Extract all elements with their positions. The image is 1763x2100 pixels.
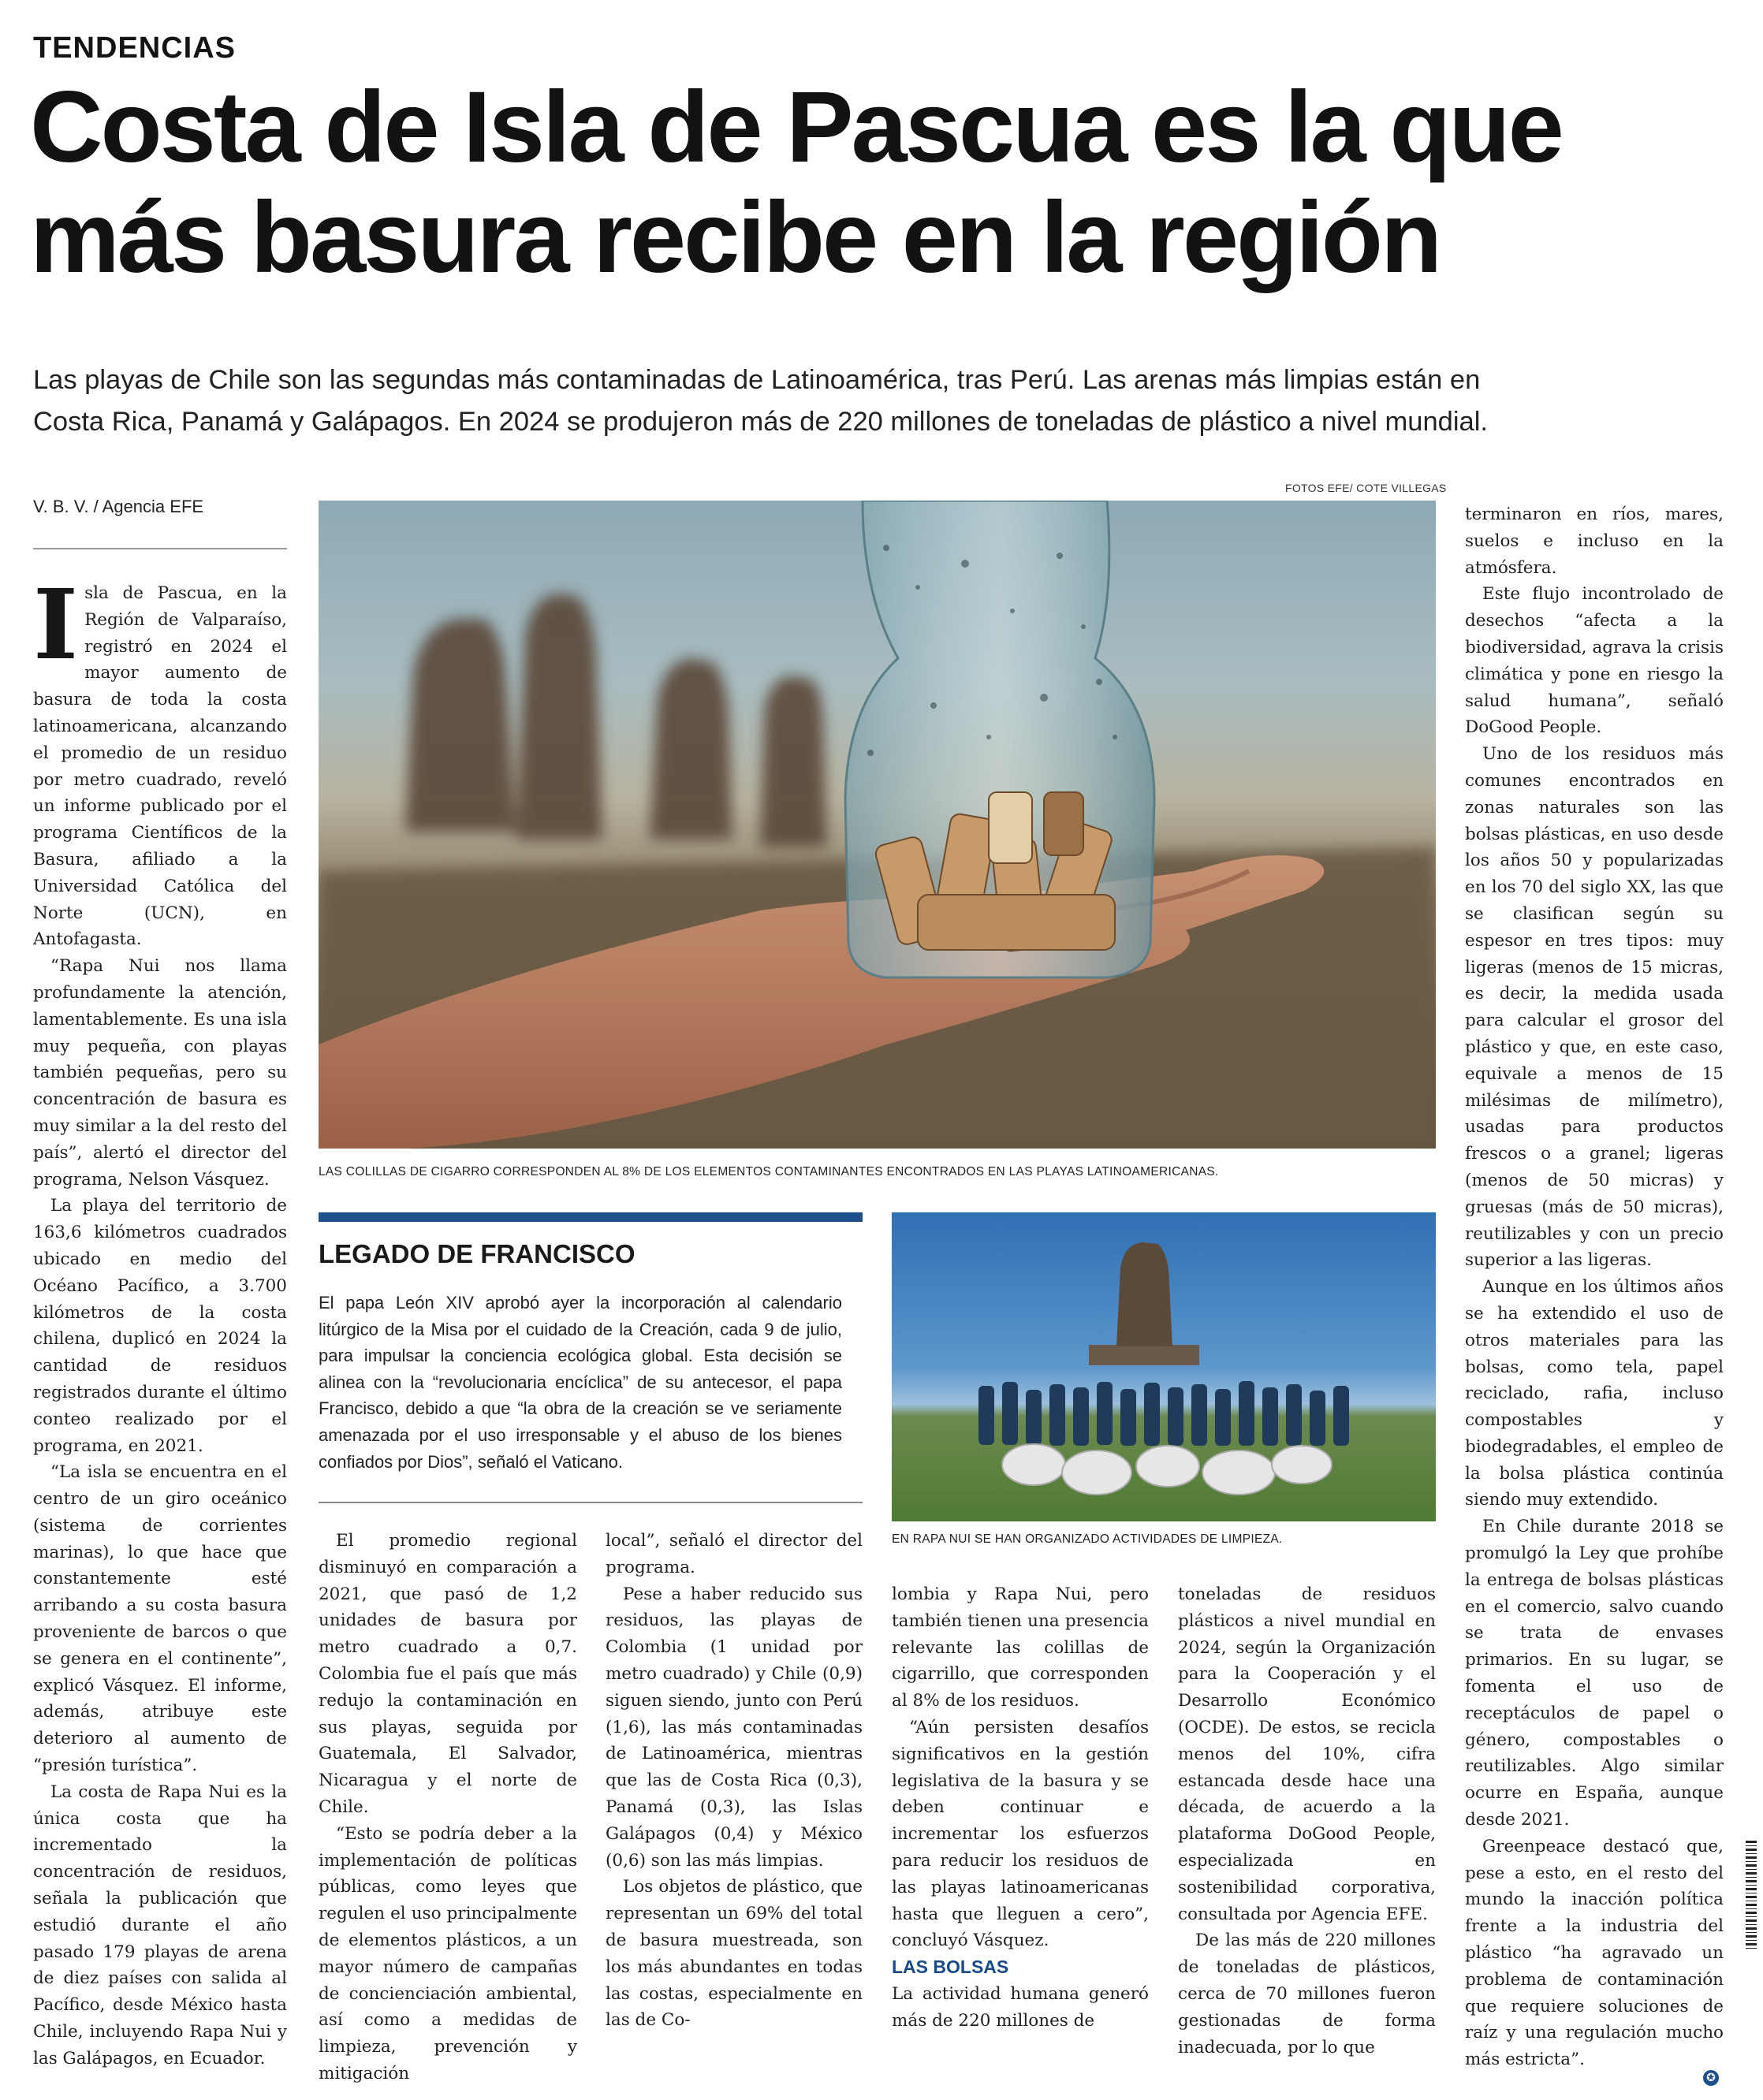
paragraph: “Rapa Nui nos llama profundamente la atención, lamentablemente. Es una isla muy pequeña, con playas también pequeñas, pero su concentración de basura es muy similar a la del resto del país”, alertó el director del programa, Nelson Vásquez.: [33, 956, 287, 1190]
paragraph: Greenpeace destacó que, pese a esto, en el resto del mundo la inacción política frente a la industria del plástico “ha agravado un problema de contaminación que requiere soluciones de raíz y una regulación mucho más estricta”.: [1465, 1836, 1724, 2070]
paragraph: La actividad humana generó más de 220 millones de: [892, 1983, 1149, 2031]
article-column-2: [319, 1528, 577, 2087]
article-column-1: [33, 568, 287, 2072]
headline: [30, 73, 1562, 293]
cleanup-photo-illustration: [892, 1212, 1436, 1521]
article-column-4: [892, 1581, 1149, 2035]
sidebar-text: El papa León XIV aprobó ayer la incorporación al calendario litúrgico de la Misa por el cuidado de la Creación, cada 9 de julio, para impulsar la conciencia ecológica global. Esta decisión se alinea con la “revolucionaria encíclica” de su antecesor, el papa Francisco, debido a que “la obra de la creación se ve seriamente amenazada por el uso irresponsable y el abuso de los bienes confiados por Dios”, señaló el Vaticano.: [319, 1293, 842, 1472]
paragraph: “Esto se podría deber a la implementación de políticas públicas, como leyes que regulen el uso principalmente de elementos plásticos, a un mayor número de campañas de concienciación ambiental, así como a medidas de limpieza, prevención y mitigación: [319, 1823, 577, 2083]
paragraph: local”, señaló el director del programa.: [606, 1531, 863, 1577]
article-column-5: [1178, 1581, 1436, 2061]
paragraph: Uno de los residuos más comunes encontrados en zonas naturales son las bolsas plásticas, en uso desde los años 50 y popularizadas en los 70 del siglo XX, las que se clasifican según su espesor en tres tipos: muy ligeras (menos de 15 micras, es decir, la medida usada para calcular el grosor del plástico y que, en este caso, equivale a menos de 15 milésimas de milímetro), usadas para productos frescos o a granel; ligeras (menos de 50 micras) y gruesas (más de 50 micras), reutilizables y con un precio superior a las ligeras.: [1465, 744, 1724, 1271]
byline: V. B. V. / Agencia EFE: [33, 497, 204, 516]
article-column-3: [606, 1528, 863, 2034]
dropcap: I: [33, 568, 79, 681]
paragraph: toneladas de residuos plásticos a nivel mundial en 2024, según la Organización para la Cooperación y el Desarrollo Económico (OCDE). De estos, se recicla menos del 10%, cifra estancada desde hace una década, de acuerdo a la plataforma DoGood People, especializada en sostenibilidad corporativa, consultada por Agencia EFE.: [1178, 1584, 1436, 1924]
paragraph: Pese a haber reducido sus residuos, las playas de Colombia (1 unidad por metro cuadrado) y Chile (0,9) siguen siendo, junto con Perú (1,6), las más contaminadas de Latinoamérica, mientras que las de Costa Rica (0,3), Panamá (0,3), las Islas Galápagos (0,4) y México (0,6) son las más limpias.: [606, 1584, 863, 1871]
article-column-6: [1465, 501, 1724, 2073]
deck-line-1: Las playas de Chile son las segundas más contaminadas de Latinoamérica, tras Perú. Las arenas más limpias están en: [33, 365, 1481, 395]
paragraph: “Aún persisten desafíos significativos en la gestión legislativa de la basura y se deben continuar e incrementar los esfuerzos para reducir los residuos de las playas latinoamericanas hasta que lleguen a cero”, concluyó Vásquez.: [892, 1717, 1149, 1951]
deck: [33, 359, 1488, 443]
paragraph: De las más de 220 millones de toneladas de plásticos, cerca de 70 millones fueron gestionadas de forma inadecuada, por lo que: [1178, 1931, 1436, 2057]
paragraph: Los objetos de plástico, que representan un 69% del total de basura muestreada, son los más abundantes en todas las costas, especialmente en las de Co-: [606, 1877, 863, 2031]
photo-credit: FOTOS EFE/ COTE VILLEGAS: [1285, 482, 1447, 494]
paragraph: En Chile durante 2018 se promulgó la Ley que prohíbe la entrega de bolsas plásticas en el comercio, salvo cuando se trata de envases primarios. En su lugar, se fomenta el uso de receptáculos de papel o género, compostables o reutilizables. Algo similar ocurre en España, aunque desde 2021.: [1465, 1517, 1724, 1830]
edge-barcode: [1746, 1841, 1757, 1951]
paragraph: terminaron en ríos, mares, suelos e incluso en la atmósfera.: [1465, 505, 1724, 578]
end-mark-icon: ✪: [1703, 2070, 1719, 2086]
headline-line-2: más basura recibe en la región: [30, 181, 1441, 294]
section-label: TENDENCIAS: [33, 32, 237, 65]
paragraph: sla de Pascua, en la Región de Valparaíso, registró en 2024 el mayor aumento de basura de toda la costa latinoamericana, alcanzando el promedio de un residuo por metro cuadrado, reveló un informe publicado por el programa Científicos de la Basura, afiliado a la Universidad Católica del Norte (UCN), en Antofagasta.: [33, 583, 287, 950]
main-photo-caption: LAS COLILLAS DE CIGARRO CORRESPONDEN AL 8% DE LOS ELEMENTOS CONTAMINANTES ENCONTRADOS EN LAS PLAYAS LATINOAMERICANAS.: [319, 1165, 1219, 1178]
paragraph: La playa del territorio de 163,6 kilómetros cuadrados ubicado en medio del Océano Pacífico, a 3.700 kilómetros de la costa chilena, duplicó en 2024 la cantidad de residuos registrados durante el último conteo realizado por el programa, en 2021.: [33, 1196, 287, 1456]
paragraph: Aunque en los últimos años se ha extendido el uso de otros materiales para las bolsas, como tela, papel reciclado, rafia, incluso compostables y biodegradables, el empleo de la bolsa plástica continúa siendo muy extendido.: [1465, 1277, 1724, 1510]
sidebar-title: LEGADO DE FRANCISCO: [319, 1239, 636, 1268]
cleanup-photo-caption: EN RAPA NUI SE HAN ORGANIZADO ACTIVIDADES DE LIMPIEZA.: [892, 1532, 1283, 1546]
paragraph: La costa de Rapa Nui es la única costa que ha incrementado la concentración de residuos, señala la publicación que estudió durante el año pasado 179 playas de arena de diez países con salida al Pacífico, desde México hasta Chile, incluyendo Rapa Nui y las Galápagos, en Ecuador.: [33, 1782, 287, 2068]
paragraph: El promedio regional disminuyó en comparación a 2021, que pasó de 1,2 unidades de basura por metro cuadrado a 0,7. Colombia fue el país que más redujo la contaminación en sus playas, seguida por Guatemala, El Salvador, Nicaragua y el norte de Chile.: [319, 1531, 577, 1817]
subhead-las-bolsas: LAS BOLSAS: [892, 1957, 1009, 1978]
main-photo: [319, 501, 1436, 1149]
paragraph: Este flujo incontrolado de desechos “afecta a la biodiversidad, agrava la crisis climática y pone en riesgo la salud humana”, señaló DoGood People.: [1465, 584, 1724, 738]
sidebar-top-rule: [319, 1212, 863, 1222]
main-photo-illustration: [319, 501, 1436, 1149]
sidebar-bottom-rule: [319, 1502, 863, 1503]
paragraph: “La isla se encuentra en el centro de un giro oceánico (sistema de corrientes marinas), lo que hace que constantemente esté arribando a su costa basura proveniente de barcos o que se genera en el continente”, explicó Vásquez. El informe, además, atribuye este deterioro al aumento de “presión turística”.: [33, 1462, 287, 1776]
deck-line-2: Costa Rica, Panamá y Galápagos. En 2024 se produjeron más de 220 millones de toneladas de plástico a nivel mundial.: [33, 407, 1488, 437]
headline-line-1: Costa de Isla de Pascua es la que: [30, 71, 1562, 184]
paragraph: lombia y Rapa Nui, pero también tienen una presencia relevante las colillas de cigarrillo, que corresponden al 8% de los residuos.: [892, 1584, 1149, 1711]
cleanup-photo: [892, 1212, 1436, 1521]
byline-rule: [33, 548, 287, 549]
